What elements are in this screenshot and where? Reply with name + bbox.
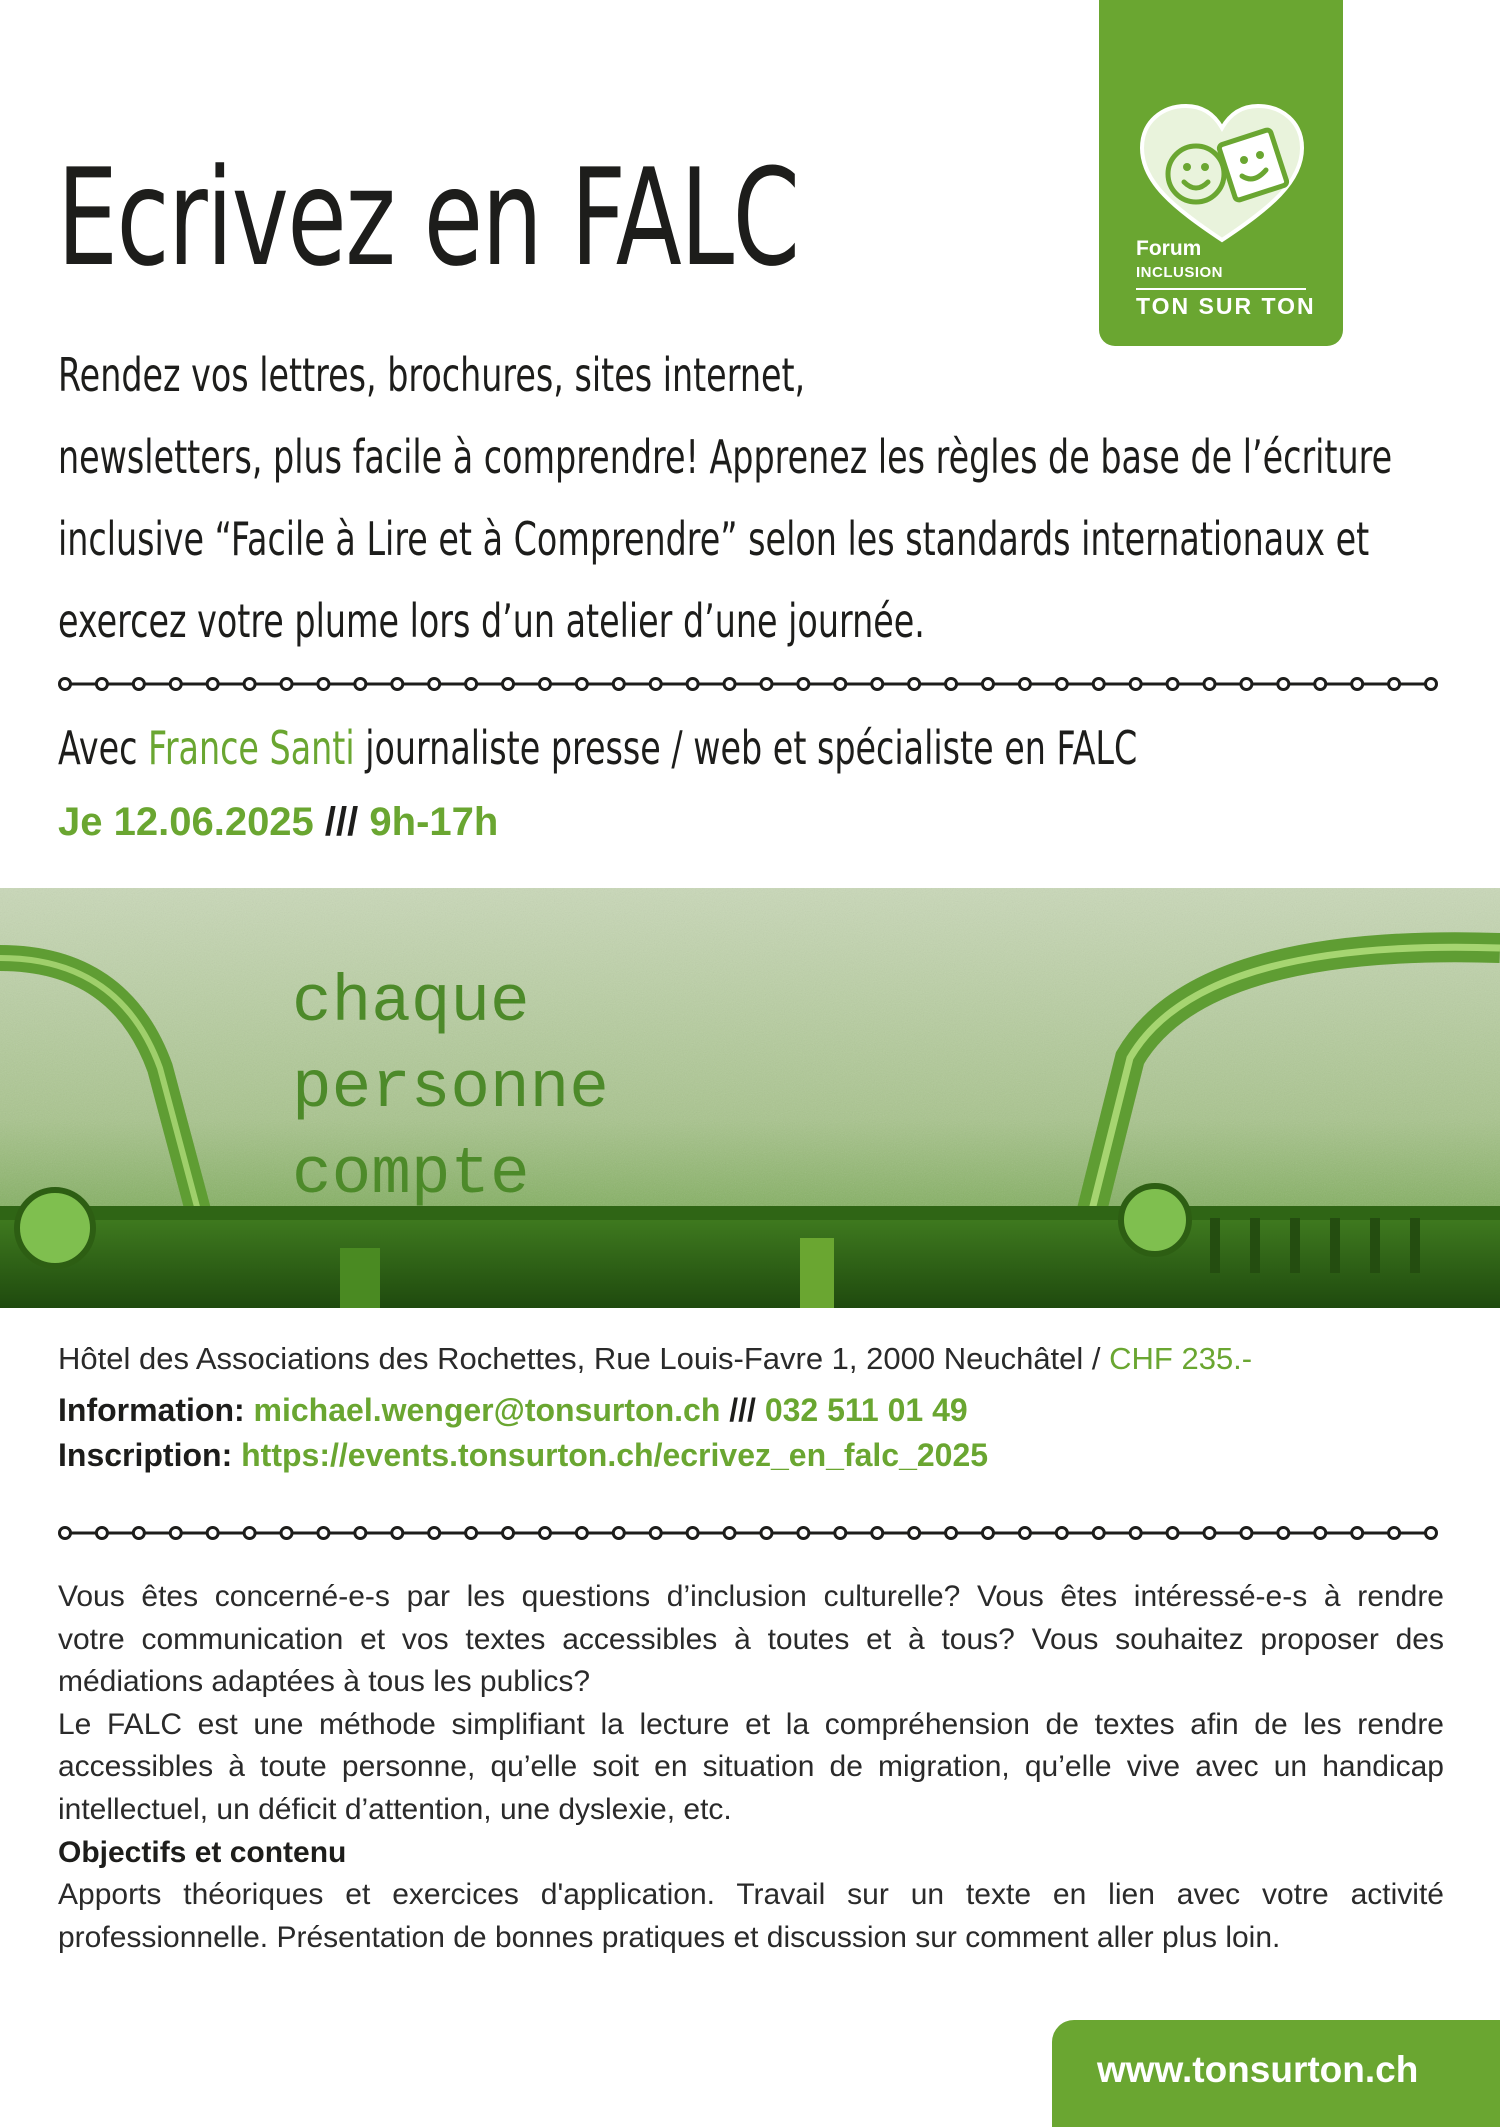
quote-line: personne — [292, 1051, 609, 1126]
information-line — [58, 1392, 968, 1429]
quote-line: compte — [292, 1137, 530, 1212]
body-line: accessibles à toute personne, qu’elle soit en situation de migration, qu’elle vive avec un handicap — [58, 1750, 1444, 1784]
speaker-prefix: Avec — [58, 721, 149, 775]
typewriter-photo — [0, 888, 1500, 1308]
speaker-name: France Santi — [148, 721, 355, 775]
body-line: Le FALC est une méthode simplifiant la lecture et la compréhension de textes afin de les rendre — [58, 1707, 1444, 1741]
information-label: Information: — [58, 1392, 254, 1428]
contact-phone-link[interactable]: 032 511 01 49 — [764, 1392, 968, 1428]
typewriter-quote — [292, 960, 609, 1218]
event-date: Je 12.06.2025 — [58, 800, 314, 844]
event-schedule — [58, 800, 498, 845]
logo-brand-text: TON SUR TON — [1136, 293, 1316, 319]
intro-line: exercez votre plume lors d’un atelier d’une journée. — [58, 594, 925, 648]
logo-divider — [1136, 288, 1306, 290]
body-line: professionnelle. Présentation de bonnes pratiques et discussion sur comment aller plus loin. — [58, 1920, 1281, 1954]
contact-email-link[interactable]: michael.wenger@tonsurton.ch — [253, 1392, 721, 1428]
body-line: intellectuel, un déficit d’attention, une dyslexie, etc. — [58, 1792, 732, 1826]
body-line: Vous êtes concerné-e-s par les questions d’inclusion culturelle? Vous êtes intéressé-e-s à rendre — [58, 1580, 1444, 1613]
schedule-separator: /// — [313, 800, 370, 844]
section-heading: Objectifs et contenu — [58, 1835, 347, 1869]
speaker-role: journaliste presse / web et spécialiste en FALC — [354, 721, 1138, 775]
website-link[interactable]: www.tonsurton.ch — [1052, 2020, 1500, 2127]
speaker-line — [58, 712, 1500, 784]
venue-line — [58, 1341, 1252, 1377]
intro-text — [58, 334, 1500, 662]
intro-line: inclusive “Facile à Lire et à Comprendre” selon les standards internationaux et — [58, 512, 1370, 566]
heart-faces-icon — [1134, 100, 1310, 250]
body-line: Apports théoriques et exercices d'application. Travail sur un texte en lien avec votre activité — [58, 1878, 1444, 1912]
description — [58, 1576, 1444, 1959]
venue-address: Hôtel des Associations des Rochettes, Rue Louis-Favre 1, 2000 Neuchâtel / — [58, 1341, 1110, 1376]
forum-inclusion-logo — [1099, 0, 1343, 346]
logo-inclusion-text: INCLUSION — [1136, 264, 1223, 281]
inscription-line — [58, 1437, 988, 1474]
chain-divider-top — [58, 672, 1438, 696]
body-line: votre communication et vos textes accessibles à toutes et à tous? Vous souhaitez proposer des — [58, 1622, 1444, 1656]
information-separator: /// — [720, 1392, 765, 1428]
intro-line: newsletters, plus facile à comprendre! Apprenez les règles de base de l’écriture — [58, 430, 1393, 484]
quote-line: chaque — [292, 965, 530, 1040]
chain-divider-bottom — [58, 1521, 1438, 1545]
registration-link[interactable]: https://events.tonsurton.ch/ecrivez_en_falc_2025 — [241, 1437, 989, 1473]
inscription-label: Inscription: — [58, 1437, 242, 1473]
body-line: médiations adaptées à tous les publics? — [58, 1665, 591, 1699]
logo-forum-text: Forum — [1136, 237, 1202, 260]
event-time: 9h-17h — [369, 800, 499, 844]
intro-line: Rendez vos lettres, brochures, sites internet, — [58, 348, 806, 402]
price: CHF 235.- — [1109, 1341, 1253, 1376]
page-title: Ecrivez en FALC — [57, 140, 799, 296]
